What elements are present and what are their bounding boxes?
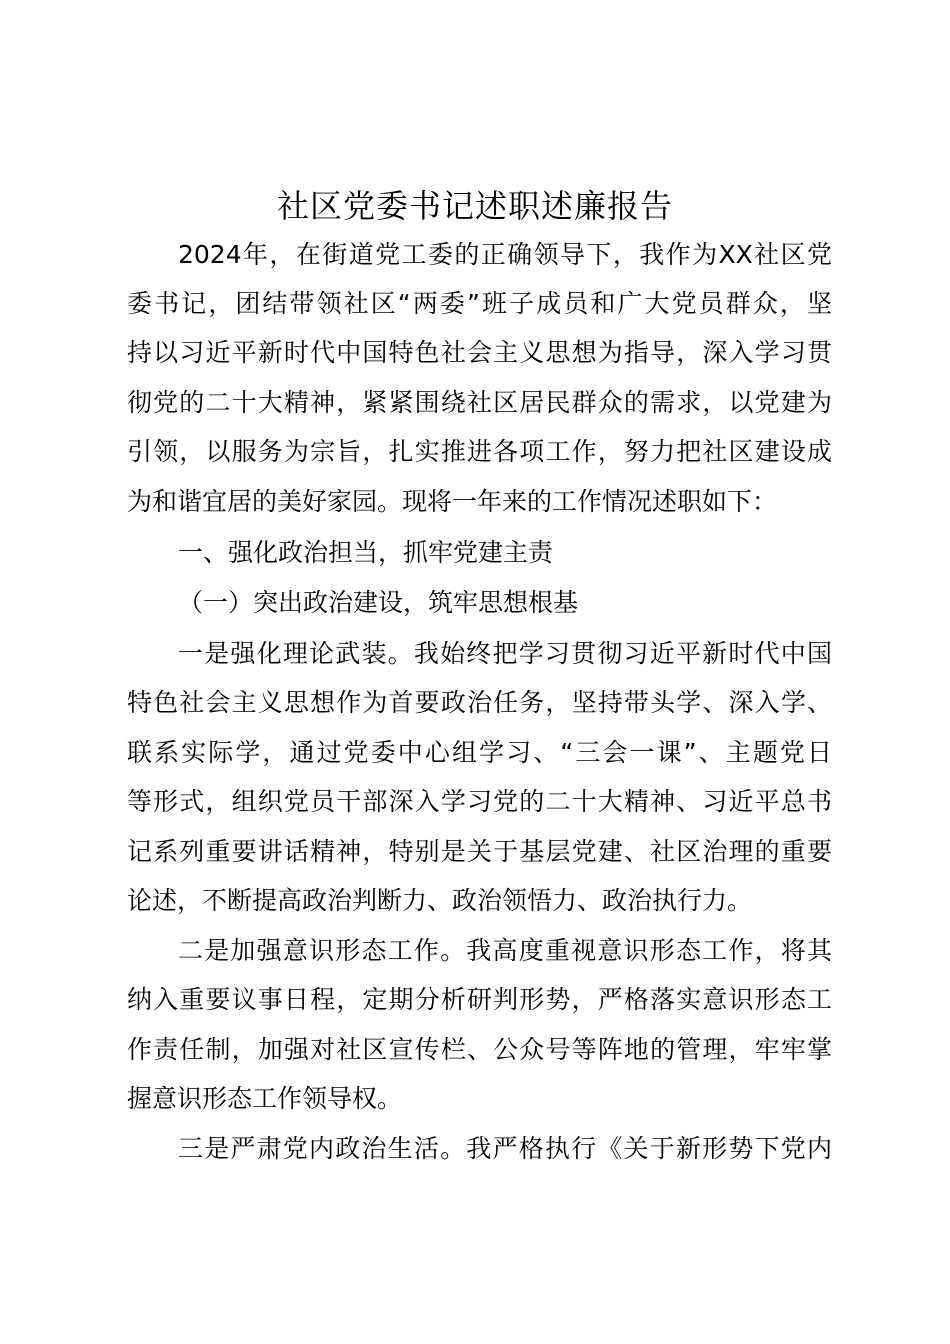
paragraph-line: 引领，以服务为宗旨，扎实推进各项工作，努力把社区建设成: [127, 437, 832, 466]
document-title: 社区党委书记述职述廉报告: [276, 187, 673, 225]
paragraph-line: 委书记，团结带领社区“两委”班子成员和广大党员群众，坚: [127, 289, 832, 318]
section-heading: 一、强化政治担当，抓牢党建主责: [178, 538, 554, 567]
paragraph-line: 等形式，组织党员干部深入学习党的二十大精神、习近平总书: [127, 787, 832, 816]
paragraph-line: 三是严肃党内政治生活。我严格执行《关于新形势下党内: [178, 1134, 832, 1163]
paragraph-line: 彻党的二十大精神，紧紧围绕社区居民群众的需求，以党建为: [127, 388, 832, 417]
paragraph-line: 记系列重要讲话精神，特别是关于基层党建、社区治理的重要: [127, 837, 832, 866]
paragraph-line: 为和谐宜居的美好家园。现将一年来的工作情况述职如下：: [127, 487, 778, 516]
paragraph-line: 2024年，在街道党工委的正确领导下，我作为XX社区党: [178, 240, 832, 269]
paragraph-line: 二是加强意识形态工作。我高度重视意识形态工作，将其: [178, 936, 832, 965]
paragraph-line: 握意识形态工作领导权。: [127, 1084, 403, 1113]
paragraph-line: 特色社会主义思想作为首要政治任务，坚持带头学、深入学、: [127, 688, 832, 717]
paragraph-line: 纳入重要议事日程，定期分析研判形势，严格落实意识形态工: [127, 985, 832, 1014]
paragraph-line: 论述，不断提高政治判断力、政治领悟力、政治执行力。: [127, 886, 753, 915]
paragraph-line: 联系实际学，通过党委中心组学习、“三会一课”、主题党日: [127, 738, 832, 767]
subsection-heading: （一）突出政治建设，筑牢思想根基: [178, 588, 579, 617]
paragraph-line: 持以习近平新时代中国特色社会主义思想为指导，深入学习贯: [127, 338, 832, 367]
paragraph-line: 作责任制，加强对社区宣传栏、公众号等阵地的管理，牢牢掌: [127, 1035, 832, 1064]
paragraph-line: 一是强化理论武装。我始终把学习贯彻习近平新时代中国: [178, 639, 832, 668]
